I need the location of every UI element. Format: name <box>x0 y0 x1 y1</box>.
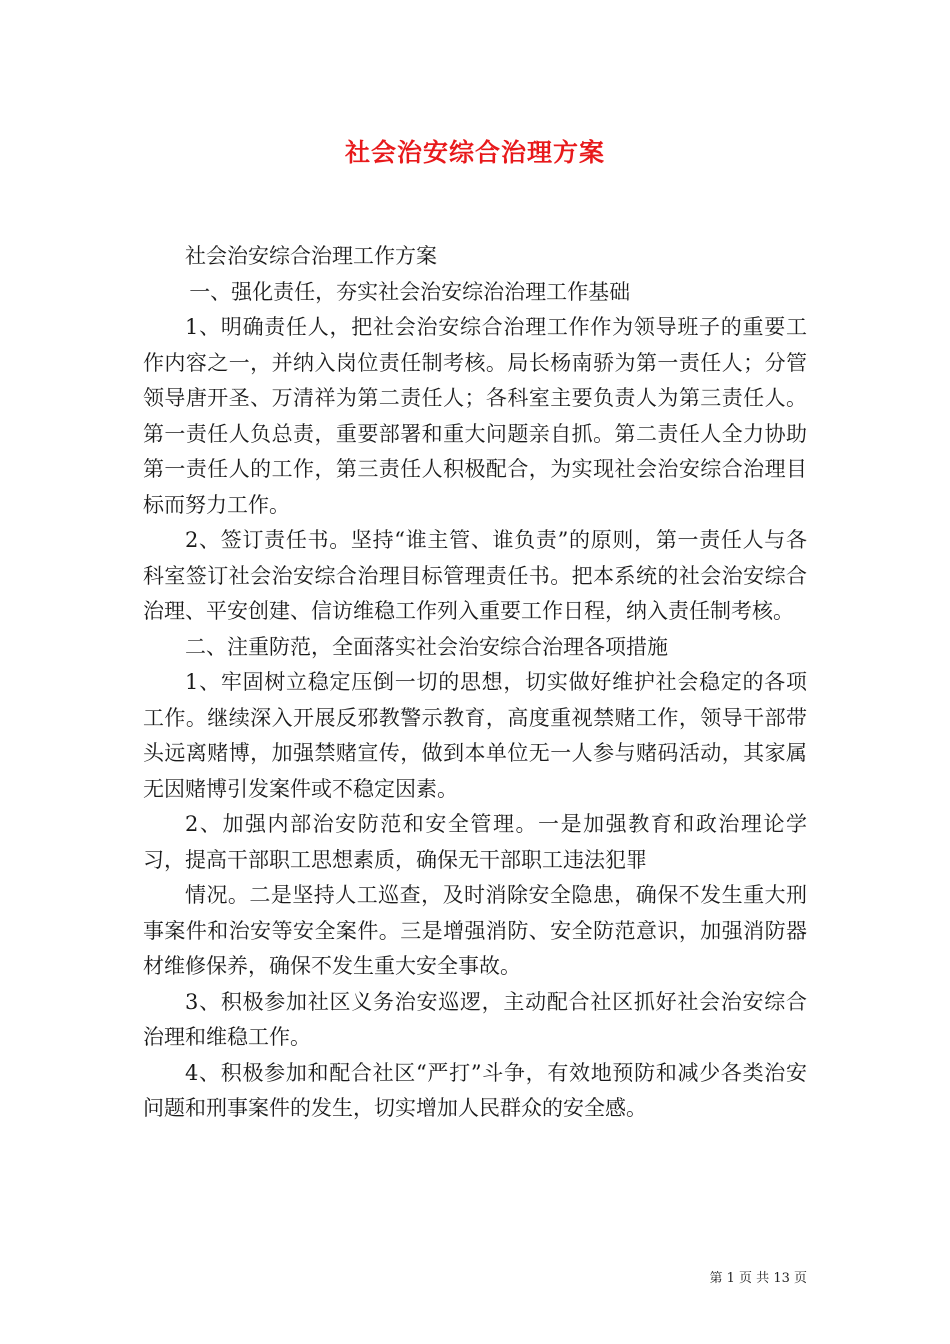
section-heading-2: 二、注重防范，全面落实社会治安综合治理各项措施 <box>185 634 668 659</box>
paragraph: 3、积极参加社区义务治安巡逻，主动配合社区抓好社会治安综合治理和维稳工作。 <box>143 989 807 1049</box>
paragraph: 1、明确责任人，把社会治安综合治理工作作为领导班子的重要工作内容之一，并纳入岗位责任制考核。局长杨南骄为第一责任人；分管领导唐开圣、万清祥为第二责任人；各科室主要负责人为第三责任人。第一责任人负总责，重要部署和重大问题亲自抓。第二责任人全力协助第一责任人的工作，第三责任人积极配合，为实现社会治安综合治理目标而努力工作。 <box>143 315 807 517</box>
page-number-footer: 第 1 页 共 13 页 <box>709 1271 807 1286</box>
document-body <box>143 239 807 1127</box>
paragraph: 2、加强内部治安防范和安全管理。一是加强教育和政治理论学习，提高干部职工思想素质，确保无干部职工违法犯罪 <box>143 812 807 872</box>
paragraph-subtitle: 社会治安综合治理工作方案 <box>185 244 437 268</box>
paragraph: 2、签订责任书。坚持“谁主管、谁负责”的原则，第一责任人与各科室签订社会治安综合治理目标管理责任书。把本系统的社会治安综合治理、平安创建、信访维稳工作列入重要工作日程，纳入责任制考核。 <box>143 528 807 623</box>
document-title: 社会治安综合治理方案 <box>344 138 605 167</box>
paragraph: 4、积极参加和配合社区“严打”斗争，有效地预防和减少各类治安问题和刑事案件的发生，切实增加人民群众的安全感。 <box>143 1060 807 1120</box>
section-heading-1: 一、强化责任，夯实社会治安综治治理工作基础 <box>189 279 631 304</box>
paragraph: 情况。二是坚持人工巡查，及时消除安全隐患，确保不发生重大刑事案件和治安等安全案件。三是增强消防、安全防范意识，加强消防器材维修保养，确保不发生重大安全事故。 <box>143 883 807 978</box>
paragraph: 1、牢固树立稳定压倒一切的思想，切实做好维护社会稳定的各项工作。继续深入开展反邪教警示教育，高度重视禁赌工作，领导干部带头远离赌博，加强禁赌宣传，做到本单位无一人参与赌码活动，其家属无因赌博引发案件或不稳定因素。 <box>143 670 807 801</box>
